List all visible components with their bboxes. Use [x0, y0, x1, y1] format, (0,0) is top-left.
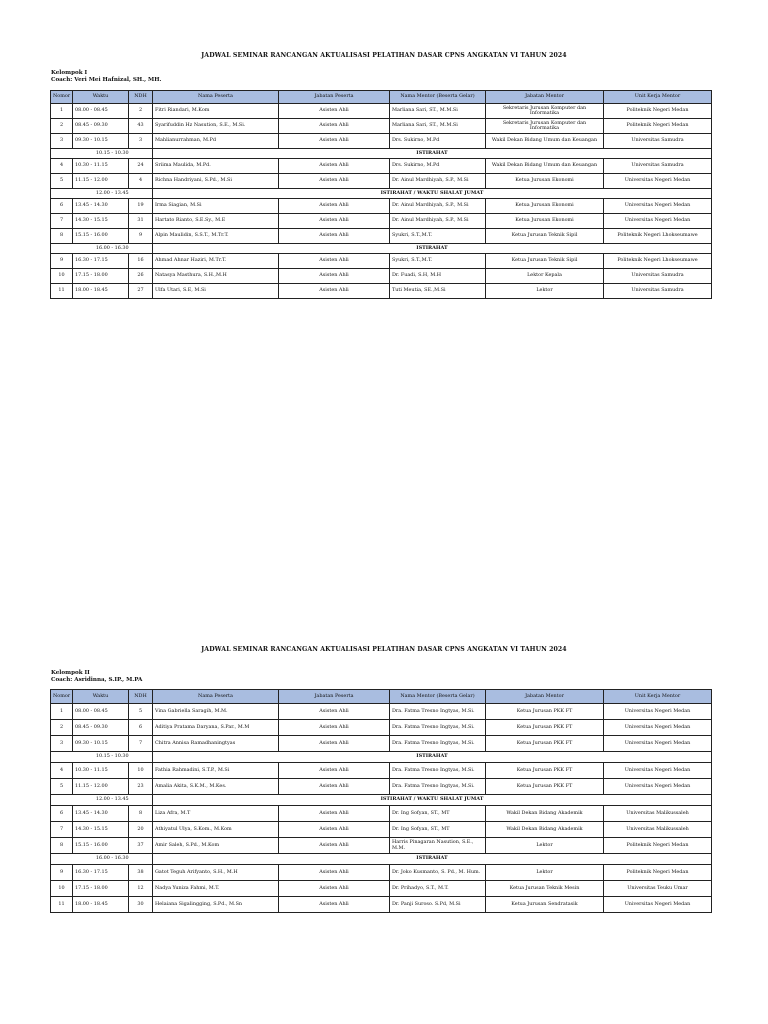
cell-waktu: 18.00 - 18.45: [73, 284, 129, 299]
cell-jabatan-mentor: Ketua Jurusan PKK FT: [486, 779, 604, 795]
group-heading: [51, 670, 142, 684]
group-name: Kelompok II: [51, 670, 90, 676]
cell-jabatan-mentor: Sekretaris Jurusan Komputer dan Informatika: [486, 119, 604, 134]
cell-waktu: 15.15 - 16.00: [73, 838, 129, 854]
cell-nomor: 11: [51, 284, 73, 299]
cell-jabatan-peserta: Asisten Ahli: [279, 269, 390, 284]
cell-jabatan-peserta: Asisten Ahli: [279, 104, 390, 119]
cell-ndh: 7: [129, 736, 153, 752]
cell-unit-kerja: Politeknik Negeri Medan: [604, 865, 712, 881]
cell-ndh: 3: [129, 134, 153, 149]
cell-jabatan-peserta: Asisten Ahli: [279, 174, 390, 189]
cell-jabatan-peserta: Asisten Ahli: [279, 229, 390, 244]
cell-jabatan-peserta: Asisten Ahli: [279, 806, 390, 822]
cell-jabatan-peserta: Asisten Ahli: [279, 284, 390, 299]
cell-nama-mentor: Drs. Sukirno, M.Pd: [390, 159, 486, 174]
cell-unit-kerja: Politeknik Negeri Lhokseumawe: [604, 254, 712, 269]
header-col-ndh: NDH: [129, 690, 153, 704]
cell-unit-kerja: Politeknik Negeri Medan: [604, 119, 712, 134]
table-row: [51, 284, 712, 299]
cell-nomor: 1: [51, 704, 73, 720]
table-row: [51, 897, 712, 913]
cell-ndh: 37: [129, 838, 153, 854]
cell-unit-kerja: Universitas Samudra: [604, 159, 712, 174]
cell-jabatan-mentor: Ketua Jurusan Sendratasik: [486, 897, 604, 913]
header-col-nama-peserta: Nama Peserta: [153, 690, 279, 704]
header-col-nama-mentor: Nama Mentor (Beserta Gelar): [390, 91, 486, 104]
cell-ndh: 26: [129, 269, 153, 284]
cell-jabatan-peserta: Asisten Ahli: [279, 779, 390, 795]
break-time: 16.00 - 16.30: [73, 854, 153, 865]
cell-jabatan-peserta: Asisten Ahli: [279, 763, 390, 779]
cell-jabatan-mentor: Ketua Jurusan PKK FT: [486, 720, 604, 736]
cell-unit-kerja: Universitas Samudra: [604, 269, 712, 284]
break-label: ISTIRAHAT: [153, 149, 712, 159]
table-row: [51, 865, 712, 881]
header-col-nomor: Nomor: [51, 91, 73, 104]
cell-nomor: 8: [51, 229, 73, 244]
cell-jabatan-mentor: Ketua Jurusan Teknik Mesin: [486, 881, 604, 897]
cell-nama-mentor: Dr. Ainul Mardhiyah, S.P., M.Si: [390, 174, 486, 189]
cell-waktu: 15.15 - 16.00: [73, 229, 129, 244]
table-row: [51, 199, 712, 214]
cell-ndh: 9: [129, 229, 153, 244]
cell-jabatan-peserta: Asisten Ahli: [279, 119, 390, 134]
cell-nama-mentor: Marliana Sari, ST., M.M.Si: [390, 104, 486, 119]
cell-waktu: 10.30 - 11.15: [73, 159, 129, 174]
cell-unit-kerja: Universitas Samudra: [604, 134, 712, 149]
break-label: ISTIRAHAT: [153, 854, 712, 865]
cell-nomor: 9: [51, 865, 73, 881]
cell-nama-peserta: Liza Afra, M.T: [153, 806, 279, 822]
cell-nama-mentor: Dr. Panji Suroso. S.Pd, M.Si: [390, 897, 486, 913]
table-header-row: [51, 91, 712, 104]
cell-nama-mentor: Harris Pinagaran Nasution, S.E., M.M.: [390, 838, 486, 854]
break-blank-cell: [51, 752, 73, 763]
cell-nomor: 7: [51, 822, 73, 838]
cell-nama-peserta: Irma Siagian, M.Si: [153, 199, 279, 214]
table-row: [51, 174, 712, 189]
cell-nama-mentor: Tuti Meutia, SE.,M.Si: [390, 284, 486, 299]
cell-waktu: 09.30 - 10.15: [73, 736, 129, 752]
cell-ndh: 8: [129, 806, 153, 822]
coach-name: Coach: Veri Mei Hafnizal, SH., MH.: [51, 77, 162, 83]
cell-unit-kerja: Universitas Malikussaleh: [604, 822, 712, 838]
cell-nomor: 1: [51, 104, 73, 119]
cell-jabatan-mentor: Lektor: [486, 865, 604, 881]
cell-jabatan-mentor: Sekretaris Jurusan Komputer dan Informatika: [486, 104, 604, 119]
cell-ndh: 43: [129, 119, 153, 134]
break-time: 10.15 - 10.30: [73, 149, 153, 159]
cell-nama-peserta: Nadya Yuniza Fahmi, M.T.: [153, 881, 279, 897]
header-col-waktu: Waktu: [73, 690, 129, 704]
cell-unit-kerja: Universitas Negeri Medan: [604, 199, 712, 214]
cell-jabatan-mentor: Wakil Dekan Bidang Umum dan Keuangan: [486, 159, 604, 174]
cell-nama-mentor: Dra. Fatma Tresno Ingtyas, M.Si.: [390, 779, 486, 795]
cell-waktu: 17.15 - 18.00: [73, 881, 129, 897]
cell-nama-peserta: Richna Handriyani, S.Pd., M.Si: [153, 174, 279, 189]
cell-nama-peserta: Helaiana Sigalingging, S.Pd., M.Sn: [153, 897, 279, 913]
cell-nomor: 11: [51, 897, 73, 913]
cell-waktu: 08.00 - 08.45: [73, 104, 129, 119]
cell-nomor: 7: [51, 214, 73, 229]
cell-nomor: 3: [51, 736, 73, 752]
cell-unit-kerja: Universitas Teuku Umar: [604, 881, 712, 897]
schedule-table: [50, 689, 712, 913]
cell-nama-peserta: Amir Saleh, S.Pd., M.Kom: [153, 838, 279, 854]
cell-nama-peserta: Fathia Rahmadini, S.T.P., M.Si: [153, 763, 279, 779]
cell-nama-peserta: Alpin Maulidin, S.S.T., M.Tr.T.: [153, 229, 279, 244]
cell-unit-kerja: Politeknik Negeri Medan: [604, 838, 712, 854]
cell-jabatan-mentor: Ketua Jurusan Ekonomi: [486, 199, 604, 214]
cell-jabatan-peserta: Asisten Ahli: [279, 865, 390, 881]
cell-nama-mentor: Dra. Fatma Tresno Ingtyas, M.Si.: [390, 763, 486, 779]
table-row: [51, 779, 712, 795]
cell-ndh: 31: [129, 214, 153, 229]
break-blank-cell: [51, 795, 73, 806]
cell-jabatan-peserta: Asisten Ahli: [279, 704, 390, 720]
coach-name: Coach: Asridinna, S.IP., M.PA: [51, 677, 143, 683]
cell-nama-peserta: Gatot Teguh Arifyanto, S.H., M.H: [153, 865, 279, 881]
cell-unit-kerja: Universitas Negeri Medan: [604, 763, 712, 779]
cell-nomor: 5: [51, 174, 73, 189]
cell-unit-kerja: Universitas Negeri Medan: [604, 704, 712, 720]
break-row: [51, 149, 712, 159]
cell-unit-kerja: Universitas Negeri Medan: [604, 736, 712, 752]
header-col-jabatan-peserta: Jabatan Peserta: [279, 690, 390, 704]
table-row: [51, 704, 712, 720]
cell-jabatan-mentor: Ketua Jurusan Ekonomi: [486, 174, 604, 189]
cell-ndh: 12: [129, 881, 153, 897]
cell-unit-kerja: Universitas Malikussaleh: [604, 806, 712, 822]
header-col-unit-kerja: Unit Kerja Mentor: [604, 91, 712, 104]
table-row: [51, 159, 712, 174]
cell-ndh: 27: [129, 284, 153, 299]
cell-jabatan-mentor: Ketua Jurusan Teknik Sipil: [486, 229, 604, 244]
cell-ndh: 24: [129, 159, 153, 174]
cell-nama-peserta: Aditiya Pratama Daryana, S.Par., M.M: [153, 720, 279, 736]
cell-waktu: 08.00 - 08.45: [73, 704, 129, 720]
cell-waktu: 14.30 - 15.15: [73, 214, 129, 229]
header-col-ndh: NDH: [129, 91, 153, 104]
cell-ndh: 16: [129, 254, 153, 269]
cell-nomor: 2: [51, 720, 73, 736]
cell-ndh: 2: [129, 104, 153, 119]
cell-nomor: 4: [51, 159, 73, 174]
cell-nama-mentor: Drs. Sukirno, M.Pd: [390, 134, 486, 149]
cell-unit-kerja: Universitas Negeri Medan: [604, 779, 712, 795]
table-row: [51, 229, 712, 244]
cell-nama-peserta: Amalia Akita, S.K.M., M.Kes.: [153, 779, 279, 795]
cell-nama-mentor: Dra. Fatma Tresno Ingtyas, M.Si.: [390, 704, 486, 720]
cell-waktu: 16.30 - 17.15: [73, 254, 129, 269]
table-row: [51, 254, 712, 269]
cell-jabatan-peserta: Asisten Ahli: [279, 881, 390, 897]
cell-nama-peserta: Natasya Masthura, S.H.,M.H: [153, 269, 279, 284]
cell-nama-peserta: Ahmad Ahnar Haziri, M.Tr.T.: [153, 254, 279, 269]
table-header-row: [51, 690, 712, 704]
cell-waktu: 08.45 - 09.30: [73, 720, 129, 736]
cell-jabatan-mentor: Ketua Jurusan PKK FT: [486, 736, 604, 752]
cell-waktu: 14.30 - 15.15: [73, 822, 129, 838]
header-col-nama-mentor: Nama Mentor (Beserta Gelar): [390, 690, 486, 704]
break-row: [51, 189, 712, 199]
cell-nama-mentor: Marliana Sari, ST., M.M.Si: [390, 119, 486, 134]
cell-ndh: 6: [129, 720, 153, 736]
cell-jabatan-mentor: Lektor: [486, 284, 604, 299]
break-row: [51, 854, 712, 865]
cell-nama-mentor: Dra. Fatma Tresno Ingtyas, M.Si.: [390, 736, 486, 752]
cell-jabatan-mentor: Ketua Jurusan Ekonomi: [486, 214, 604, 229]
cell-jabatan-mentor: Lektor Kepala: [486, 269, 604, 284]
header-col-jabatan-peserta: Jabatan Peserta: [279, 91, 390, 104]
cell-waktu: 11.15 - 12.00: [73, 174, 129, 189]
break-time: 12.00 - 13.45: [73, 189, 153, 199]
cell-nomor: 3: [51, 134, 73, 149]
cell-waktu: 09.30 - 10.15: [73, 134, 129, 149]
header-col-jabatan-mentor: Jabatan Mentor: [486, 91, 604, 104]
cell-jabatan-peserta: Asisten Ahli: [279, 720, 390, 736]
break-label: ISTIRAHAT / WAKTU SHALAT JUMAT: [153, 795, 712, 806]
cell-nama-mentor: Syukri, S.T.,M.T.: [390, 254, 486, 269]
cell-jabatan-mentor: Ketua Jurusan PKK FT: [486, 704, 604, 720]
cell-nomor: 6: [51, 199, 73, 214]
table-row: [51, 806, 712, 822]
cell-unit-kerja: Politeknik Negeri Lhokseumawe: [604, 229, 712, 244]
cell-nama-peserta: Fitri Riandari, M.Kom: [153, 104, 279, 119]
cell-waktu: 18.00 - 18.45: [73, 897, 129, 913]
header-col-unit-kerja: Unit Kerja Mentor: [604, 690, 712, 704]
cell-unit-kerja: Politeknik Negeri Medan: [604, 104, 712, 119]
cell-nama-mentor: Dra. Fatma Tresno Ingtyas, M.Si.: [390, 720, 486, 736]
table-row: [51, 134, 712, 149]
cell-nama-mentor: Dr. Fuadi, S.H, M.H: [390, 269, 486, 284]
cell-ndh: 38: [129, 865, 153, 881]
cell-nama-mentor: Dr. Ing Sofyan, ST., MT: [390, 822, 486, 838]
cell-nama-peserta: Ulfa Utari, S.E, M.Si: [153, 284, 279, 299]
cell-nama-mentor: Dr. Joko Kusmanto, S. Pd., M. Hum.: [390, 865, 486, 881]
cell-nomor: 9: [51, 254, 73, 269]
cell-nama-peserta: Athiyatul Ulya, S.Kom., M.Kom: [153, 822, 279, 838]
header-col-jabatan-mentor: Jabatan Mentor: [486, 690, 604, 704]
cell-nama-mentor: Dr. Ainul Mardhiyah, S.P., M.Si: [390, 199, 486, 214]
cell-unit-kerja: Universitas Negeri Medan: [604, 214, 712, 229]
table-row: [51, 838, 712, 854]
cell-nama-peserta: Chitra Annisa Ramadhaningtyas: [153, 736, 279, 752]
cell-ndh: 5: [129, 704, 153, 720]
break-blank-cell: [51, 149, 73, 159]
cell-nama-peserta: Syarifuddin Hz Nasution, S.E., M.Si.: [153, 119, 279, 134]
cell-jabatan-peserta: Asisten Ahli: [279, 214, 390, 229]
table-row: [51, 119, 712, 134]
cell-nama-peserta: Vina Gabriella Saragih, M.M.: [153, 704, 279, 720]
cell-ndh: 10: [129, 763, 153, 779]
cell-ndh: 4: [129, 174, 153, 189]
break-label: ISTIRAHAT: [153, 752, 712, 763]
break-time: 10.15 - 10.30: [73, 752, 153, 763]
cell-nama-peserta: Sriima Maulida, M.Pd.: [153, 159, 279, 174]
cell-nomor: 2: [51, 119, 73, 134]
cell-nomor: 6: [51, 806, 73, 822]
cell-jabatan-mentor: Wakil Dekan Bidang Umum dan Keuangan: [486, 134, 604, 149]
cell-nama-mentor: Dr. Ing Sofyan, ST., MT: [390, 806, 486, 822]
cell-nomor: 10: [51, 881, 73, 897]
cell-unit-kerja: Universitas Negeri Medan: [604, 897, 712, 913]
cell-nomor: 10: [51, 269, 73, 284]
cell-jabatan-peserta: Asisten Ahli: [279, 159, 390, 174]
section-title: JADWAL SEMINAR RANCANGAN AKTUALISASI PELATIHAN DASAR CPNS ANGKATAN VI TAHUN 2024: [201, 52, 567, 59]
cell-unit-kerja: Universitas Samudra: [604, 284, 712, 299]
break-time: 16.00 - 16.30: [73, 244, 153, 254]
cell-waktu: 17.15 - 18.00: [73, 269, 129, 284]
group-name: Kelompok I: [51, 70, 88, 76]
break-label: ISTIRAHAT / WAKTU SHALAT JUMAT: [153, 189, 712, 199]
cell-jabatan-peserta: Asisten Ahli: [279, 736, 390, 752]
header-col-nama-peserta: Nama Peserta: [153, 91, 279, 104]
cell-jabatan-peserta: Asisten Ahli: [279, 822, 390, 838]
table-row: [51, 881, 712, 897]
table-row: [51, 822, 712, 838]
cell-jabatan-peserta: Asisten Ahli: [279, 134, 390, 149]
cell-jabatan-mentor: Ketua Jurusan PKK FT: [486, 763, 604, 779]
cell-nama-peserta: Hartato Rianto, S.E.Sy., M.E: [153, 214, 279, 229]
cell-waktu: 16.30 - 17.15: [73, 865, 129, 881]
table-row: [51, 104, 712, 119]
group-heading: [51, 70, 161, 84]
cell-ndh: 19: [129, 199, 153, 214]
cell-nomor: 5: [51, 779, 73, 795]
cell-ndh: 20: [129, 822, 153, 838]
table-row: [51, 214, 712, 229]
break-time: 12.00 - 13.45: [73, 795, 153, 806]
cell-waktu: 13.45 - 14.30: [73, 806, 129, 822]
cell-jabatan-mentor: Wakil Dekan Bidang Akademik: [486, 806, 604, 822]
header-col-nomor: Nomor: [51, 690, 73, 704]
cell-jabatan-peserta: Asisten Ahli: [279, 254, 390, 269]
break-blank-cell: [51, 189, 73, 199]
break-blank-cell: [51, 854, 73, 865]
cell-jabatan-mentor: Wakil Dekan Bidang Akademik: [486, 822, 604, 838]
cell-jabatan-mentor: Ketua Jurusan Teknik Sipil: [486, 254, 604, 269]
break-label: ISTIRAHAT: [153, 244, 712, 254]
cell-unit-kerja: Universitas Negeri Medan: [604, 720, 712, 736]
schedule-table: [50, 90, 712, 299]
cell-jabatan-mentor: Lektor: [486, 838, 604, 854]
break-row: [51, 244, 712, 254]
cell-jabatan-peserta: Asisten Ahli: [279, 838, 390, 854]
cell-jabatan-peserta: Asisten Ahli: [279, 199, 390, 214]
cell-unit-kerja: Universitas Negeri Medan: [604, 174, 712, 189]
break-blank-cell: [51, 244, 73, 254]
section-title: JADWAL SEMINAR RANCANGAN AKTUALISASI PELATIHAN DASAR CPNS ANGKATAN VI TAHUN 2024: [201, 646, 567, 653]
cell-waktu: 11.15 - 12.00: [73, 779, 129, 795]
break-row: [51, 752, 712, 763]
cell-nomor: 8: [51, 838, 73, 854]
cell-jabatan-peserta: Asisten Ahli: [279, 897, 390, 913]
cell-nama-peserta: Mahlianurrahman, M.Pd: [153, 134, 279, 149]
header-col-waktu: Waktu: [73, 91, 129, 104]
cell-waktu: 10.30 - 11.15: [73, 763, 129, 779]
table-row: [51, 720, 712, 736]
cell-ndh: 23: [129, 779, 153, 795]
cell-nama-mentor: Syukri, S.T.,M.T.: [390, 229, 486, 244]
cell-ndh: 30: [129, 897, 153, 913]
table-row: [51, 763, 712, 779]
cell-nomor: 4: [51, 763, 73, 779]
cell-nama-mentor: Dr. Ainul Mardhiyah, S.P., M.Si: [390, 214, 486, 229]
table-row: [51, 269, 712, 284]
cell-waktu: 08.45 - 09.30: [73, 119, 129, 134]
cell-waktu: 13.45 - 14.30: [73, 199, 129, 214]
table-row: [51, 736, 712, 752]
cell-nama-mentor: Dr. Prihadyo, S.T., M.T.: [390, 881, 486, 897]
break-row: [51, 795, 712, 806]
